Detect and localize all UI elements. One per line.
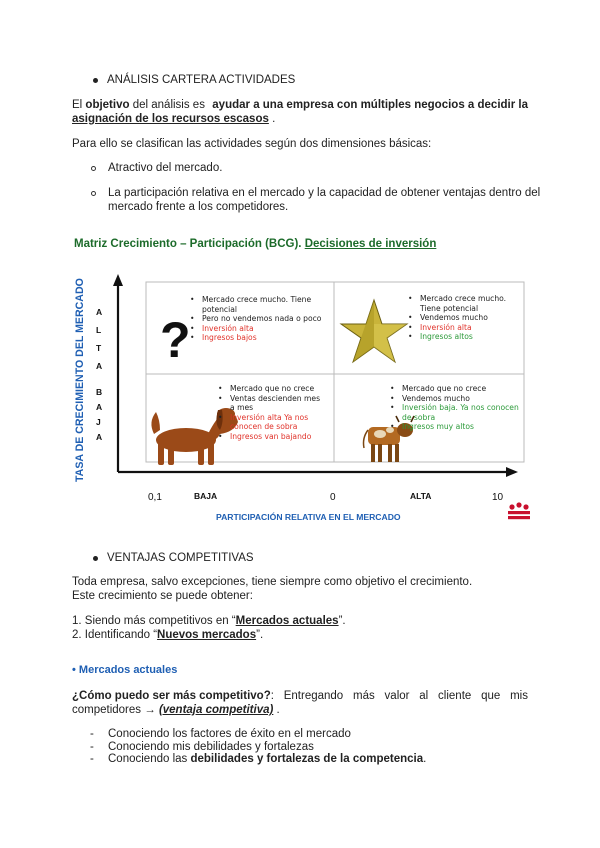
growth-option-1: 1. Siendo más competitivos en “Mercados actuales”. <box>72 615 346 627</box>
objective-paragraph: El objetivo del análisis es ayudar a una empresa con múltiples negocios a decidir la asignación de los recursos escasos . <box>72 99 528 125</box>
x-tick-baja: BAJA <box>194 491 218 501</box>
list-item: - Conociendo los factores de éxito en el mercado <box>90 728 351 740</box>
bullet: • <box>218 384 223 393</box>
quadrant-line-text: Ingresos muy altos <box>402 422 474 431</box>
quadrant-line <box>190 295 332 305</box>
quadrant-line-text: a mes <box>230 403 254 412</box>
quadrant-line-text: Ingresos altos <box>420 332 473 341</box>
bullet: • <box>408 322 413 332</box>
y-high-letter: T <box>96 343 102 353</box>
x-tick-high-value: 10 <box>492 492 504 503</box>
bullet: • <box>218 431 223 441</box>
quadrant-line <box>190 333 332 343</box>
competitive-question: ¿Cómo puedo ser más competitivo? : Entregando más valor al cliente que mis competidores → (ventaja competitiva) . <box>72 690 528 716</box>
y-low-letter: A <box>96 432 103 442</box>
bullet: • <box>190 333 195 342</box>
question-mark-icon: ? <box>160 312 191 368</box>
quadrant-line-text: Inversión alta <box>420 322 472 332</box>
quadrant-line <box>390 384 527 394</box>
quadrant-line <box>230 422 330 432</box>
quadrant-line <box>202 305 332 315</box>
bullet: • <box>190 323 195 333</box>
quadrant-line <box>408 332 530 342</box>
bullet: • <box>218 412 223 422</box>
quadrant-line <box>402 413 527 423</box>
quadrant-star-text <box>408 294 530 342</box>
quadrant-line <box>408 294 530 304</box>
y-high-letter: A <box>96 361 103 371</box>
quadrant-line-text: Mercado crece mucho. <box>420 294 507 303</box>
knowledge-list <box>90 728 426 766</box>
quadrant-line-text: Ingresos van bajando <box>230 431 312 441</box>
quadrant-line <box>230 403 330 413</box>
y-high-letter: L <box>96 325 102 335</box>
quadrant-line-text: Pero no vendemos nada o poco <box>202 314 322 323</box>
quadrant-line-text: Mercado que no crece <box>230 384 315 393</box>
bullet: • <box>408 332 413 341</box>
matrix-title: Matriz Crecimiento – Participación (BCG). Decisiones de inversión <box>74 238 437 250</box>
list-item: - Conociendo mis debilidades y fortalezas <box>90 740 314 753</box>
y-low-letter: J <box>96 417 101 427</box>
growth-paragraph-1: Toda empresa, salvo excepciones, tiene siempre como objetivo el crecimiento. <box>72 576 473 588</box>
x-tick-low-value: 0,1 <box>148 492 162 503</box>
section-heading-ventajas: VENTAJAS COMPETITIVAS <box>107 552 254 564</box>
bullet: • <box>218 393 223 403</box>
quadrant-line-text: Inversión alta Ya nos <box>230 412 309 422</box>
bullet: • <box>390 403 395 412</box>
quadrant-line <box>218 412 330 423</box>
subheading-mercados-actuales: • Mercados actuales <box>72 664 178 676</box>
quadrant-line <box>218 393 330 404</box>
y-low-letters <box>96 387 102 442</box>
quadrant-question-text <box>190 295 332 343</box>
quadrant-line <box>190 323 332 334</box>
quadrant-line-text: Ingresos bajos <box>202 333 257 342</box>
dimension-2: La participación relativa en el mercado y la capacidad de obtener ventajas dentro del mercado frente a los competidores. <box>108 187 541 213</box>
intro-paragraph: Para ello se clasifican las actividades según dos dimensiones básicas: <box>72 138 432 150</box>
quadrant-line-text: Ventas descienden mes <box>230 393 321 403</box>
quadrant-line-text: Mercado que no crece <box>402 384 487 393</box>
quadrant-line-text: Inversión alta <box>202 323 254 333</box>
quadrant-cow-text <box>390 384 527 432</box>
quadrant-line-text: conocen de sobra <box>230 422 298 431</box>
x-axis-label: PARTICIPACIÓN RELATIVA EN EL MERCADO <box>216 512 401 522</box>
bullet <box>93 78 98 83</box>
crown-logo-icon <box>508 502 530 519</box>
quadrant-line <box>390 393 527 404</box>
quadrant-line-text: Vendemos mucho <box>402 393 470 403</box>
bullet: • <box>408 294 413 303</box>
x-tick-alta: ALTA <box>410 491 432 501</box>
quadrant-line-text: Tiene potencial <box>420 303 479 313</box>
quadrant-line <box>408 313 530 323</box>
circle-bullet <box>91 191 96 196</box>
circle-bullet <box>91 166 96 171</box>
quadrant-dog-text <box>218 384 330 441</box>
quadrant-line-text: Inversión baja. Ya nos conocen <box>402 403 519 412</box>
quadrant-line <box>420 304 530 314</box>
y-high-letters <box>96 307 102 371</box>
bullet <box>93 556 98 561</box>
bullet: • <box>190 314 195 323</box>
quadrant-line <box>408 322 530 333</box>
quadrant-line <box>390 422 527 432</box>
section-heading-cartera: ANÁLISIS CARTERA ACTIVIDADES <box>107 74 296 86</box>
bullet: • <box>190 295 195 304</box>
quadrant-line <box>218 384 330 394</box>
quadrant-line <box>218 431 330 442</box>
x-tick-mid-value: 0 <box>330 492 336 503</box>
quadrant-line <box>390 403 527 413</box>
y-axis-label: TASA DE CRECIMIENTO DEL MERCADO <box>74 278 86 482</box>
y-axis-arrow <box>113 274 123 286</box>
growth-option-2: 2. Identificando “Nuevos mercados”. <box>72 629 264 641</box>
star-icon <box>341 300 407 362</box>
quadrant-line-text: Mercado crece mucho. Tiene <box>202 295 312 304</box>
dimension-1: Atractivo del mercado. <box>108 162 223 174</box>
matrix-title-link: Decisiones de inversión <box>304 238 437 250</box>
quadrant-line <box>190 314 332 324</box>
list-item: - Conociendo las debilidades y fortalezas de la competencia. <box>90 753 427 765</box>
bullet: • <box>390 384 395 393</box>
y-low-letter: A <box>96 402 103 412</box>
x-axis-arrow <box>506 467 518 477</box>
y-high-letter: A <box>96 307 103 317</box>
quadrant-line-text: de sobra <box>402 412 436 422</box>
bullet: • <box>408 313 413 322</box>
quadrant-line-text: Vendemos mucho <box>420 313 488 322</box>
y-low-letter: B <box>96 387 103 397</box>
bullet: • <box>390 393 395 403</box>
bullet: • <box>390 422 395 431</box>
quadrant-line-text: potencial <box>202 304 237 314</box>
growth-paragraph-2: Este crecimiento se puede obtener: <box>72 590 253 602</box>
dog-icon <box>151 408 238 465</box>
